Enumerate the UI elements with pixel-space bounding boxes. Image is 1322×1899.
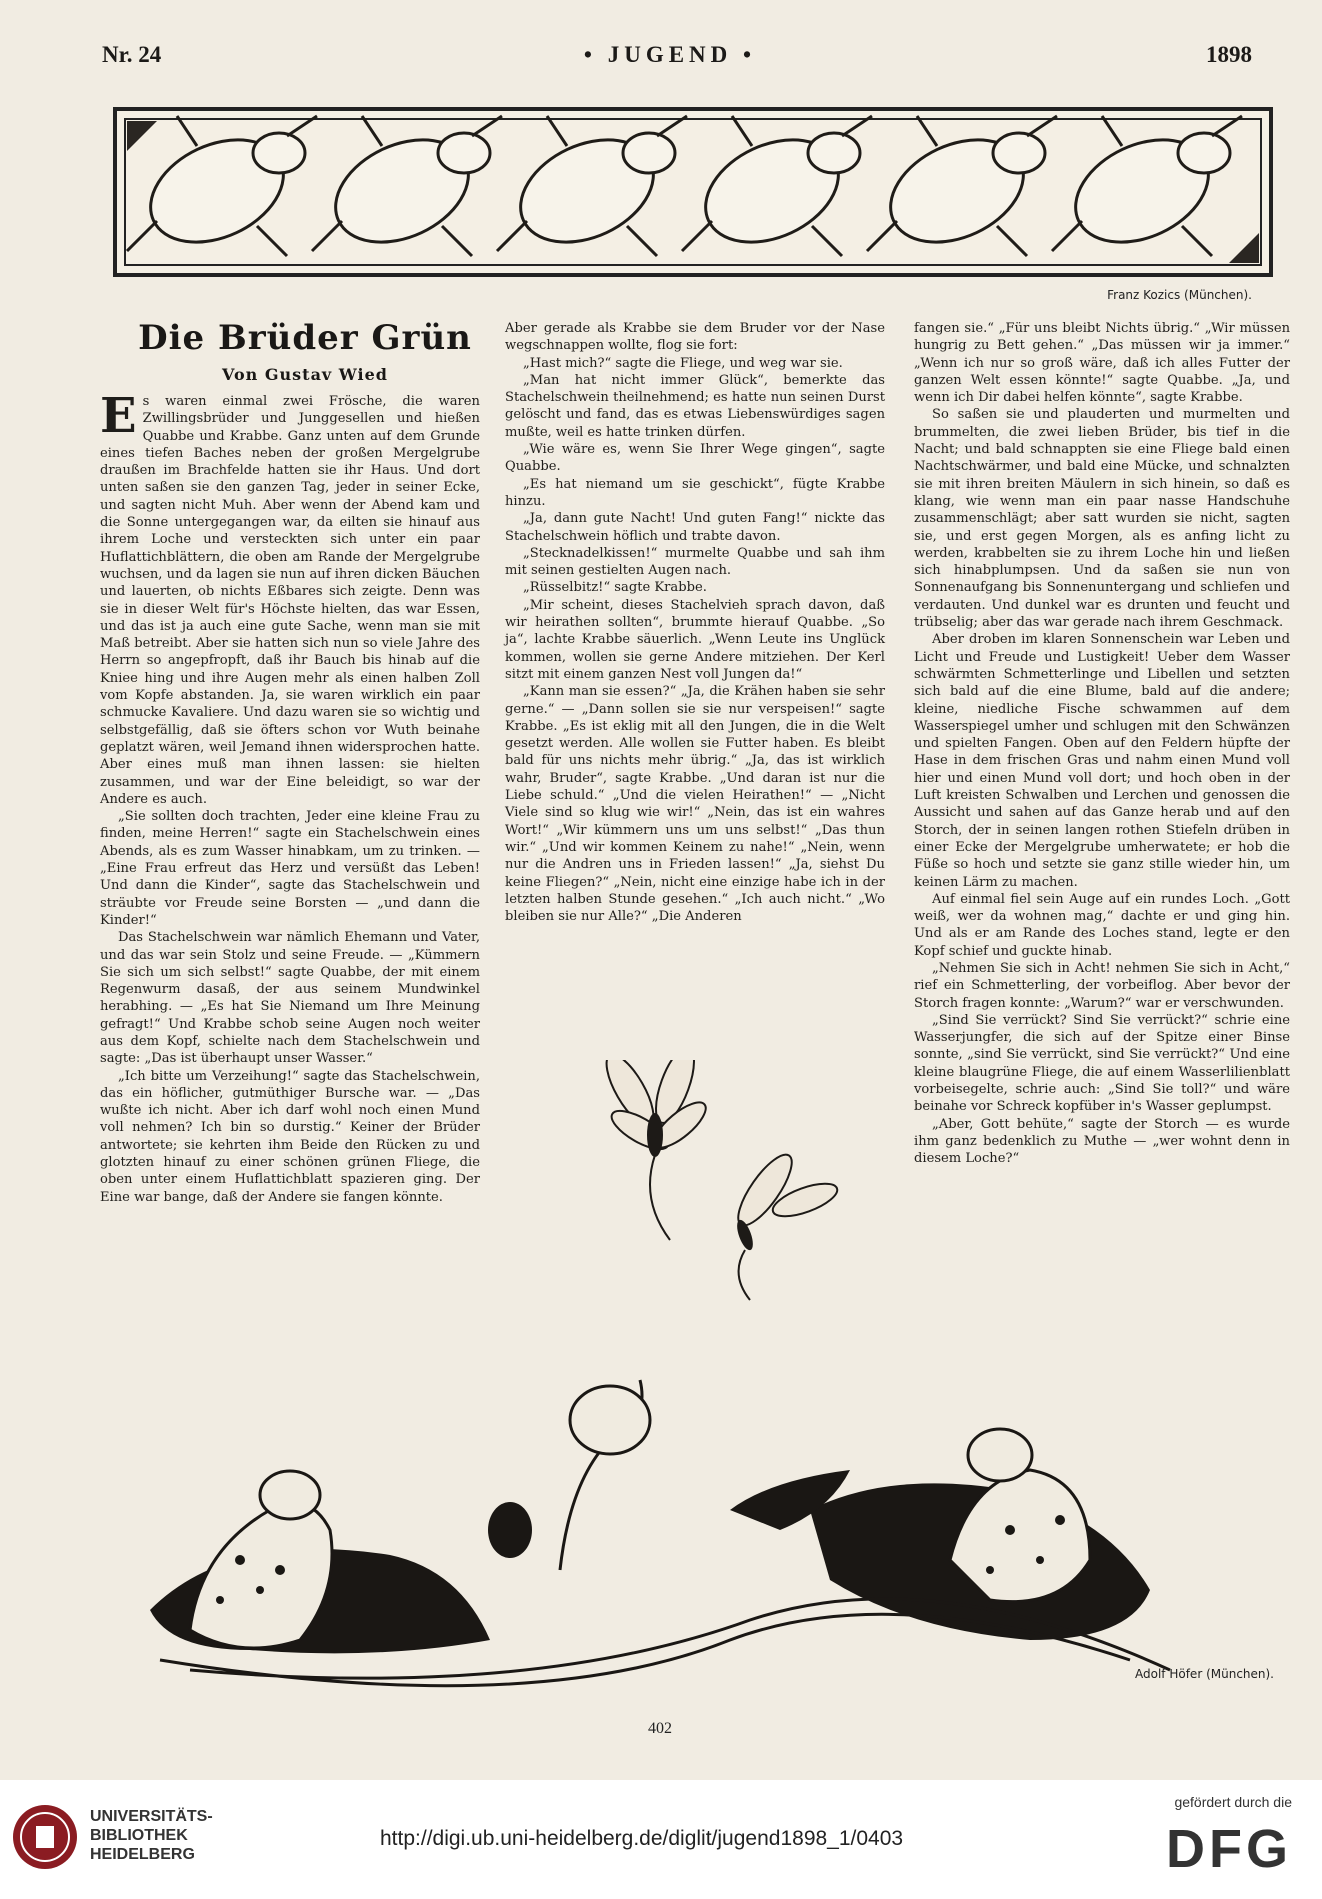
paragraph: fangen sie.“ „Für uns bleibt Nichts übrig.“ „Wir müssen hungrig zu Bett gehen.“ „Das müssen wir ja immer.“ „Wenn ich nur so groß wäre, daß ich alles Futter der ganzen Welt essen könnte!“ sagte Quabbe. „Ja, und wenn ich Dir dabei helfen könnte“, sagte Krabbe.: [914, 321, 1290, 406]
paragraph: „Ich bitte um Verzeihung!“ sagte das Stachelschwein, das ein höflicher, gutmüthiger Bursche war. — „Das wußte ich nicht. Aber ich darf wohl noch einen Mund voll nehmen? Ich bin so durstig.“ Keiner der Brüder antwortete; sie kehrten ihm Beide den Rücken zu und glotzten hinauf zu einer schönen grünen Fliege, die oben unter einem Huflattichblatt spazieren ging. Der Eine war bange, daß der Andere sie fangen könnte.: [100, 1068, 480, 1205]
paragraph: „Es hat niemand um sie geschickt“, fügte Krabbe hinzu.: [505, 476, 885, 509]
paragraph: Aber gerade als Krabbe sie dem Bruder vor der Nase wegschnappen wollte, flog sie fort:: [505, 321, 885, 354]
journal-title: • JUGEND •: [583, 42, 757, 67]
university-seal-icon: [10, 1802, 80, 1872]
paragraph: Aber droben im klaren Sonnenschein war Leben und Licht und Freude und Lustigkeit! Ueber dem Wasser schwärmten Schmetterlinge und Libellen und setzten sich bald auf die eine Blume, bald auf die andere; kleine, niedliche Fische schwammen auf dem Wasserspiegel umher und schlugen mit den Schwänzen und spielten Fangen. Oben auf den Feldern hüpfte der Hase in dem frischen Gras und nahm einen Mund voll hier und einen Mund voll dort; und hoch oben in der Luft kreisten Schwalben und Lerchen und genossen die Aussicht und sahen auf das Ganze herab und auf den Storch, der in seinen langen rothen Stiefeln drüben in einer Ecke der Mergelgrube umherwatete; er hob die Füße so hoch und setzte sie ganz stille wieder hin, um keinen Lärm zu machen.: [914, 632, 1290, 890]
paragraph: „Mir scheint, dieses Stachelvieh sprach davon, daß wir heirathen sollten“, brummte hierauf Quabbe. „So ja“, lachte Krabbe säuerlich. „Wenn Leute ins Unglück kommen, wollen sie gerne Andere mitziehen. Der Kerl sitzt mit einem ganzen Nest voll Jungen da!“: [505, 597, 885, 682]
frogs-drawing: [130, 1360, 1290, 1700]
paragraph: So saßen sie und plauderten und murmelten und brummelten, die zwei lieben Brüder, bis tief in die Nacht; und bald schnappten sie eine Fliege bald einen Nachtschwärmer, und bald eine Mücke, und schnalzten sie mit ihren breiten Mäulern in sich hinein, so daß es klang, wie wenn man ein paar nasse Handschuhe zusammenschlägt; aber satt wurden sie nicht, sagten sie, und erst gegen Morgen, als es anfing licht zu werden, krabbelten sie zu ihrem Loche hin und ließen sich hinabplumpsen. Und da saßen sie nun von Sonnenaufgang bis Sonnenuntergang und schliefen und verdauten. Und dunkel war es drunten und feucht und trübselig; aber das war gerade nach ihrem Geschmack.: [914, 407, 1290, 631]
beetle-frieze-image: [117, 111, 1269, 273]
paragraph: Das Stachelschwein war nämlich Ehemann und Vater, und das war sein Stolz und seine Freude. — „Kümmern Sie sich um sich selbst!“ sagte Quabbe, der mit einem Regenwurm dasaß, der aus seinem Mundwinkel herabhing. — „Es hat Sie Niemand um Ihre Meinung gefragt!“ Und Krabbe schob seine Augen noch weiter aus dem Kopf, schielte nach dem Stachelschwein und sagte: „Das ist überhaupt unser Wasser.“: [100, 930, 480, 1067]
funding-caption: gefördert durch die: [1174, 1794, 1292, 1810]
article-title: Die Brüder Grün: [138, 318, 472, 358]
paragraph: „Aber, Gott behüte,“ sagte der Storch — es wurde ihm ganz bedenklich zu Muthe — „wer wohnt denn in diesem Loche?“: [914, 1116, 1290, 1167]
paragraph: [100, 388, 480, 808]
institution-line: HEIDELBERG: [90, 1846, 195, 1863]
paragraph: „Man hat nicht immer Glück“, bemerkte das Stachelschwein theilnehmend; es hatte nun seinen Durst gelöscht und fand, das es etwas Liebenswürdiges sagen mußte, weil es hatte trinken dürfen.: [505, 372, 885, 440]
paragraph: „Ja, dann gute Nacht! Und guten Fang!“ nickte das Stachelschwein höflich und trabte davon.: [505, 511, 885, 544]
illustrator-credit-top: Franz Kozics (München).: [1107, 288, 1252, 302]
dfg-logo: DFG: [1166, 1819, 1292, 1879]
paragraph: „Sie sollten doch trachten, Jeder eine kleine Frau zu finden, meine Herren!“ sagte ein Stachelschwein eines Abends, als es zum Wasser hinabkam, um zu trinken. — „Eine Frau erfreut das Herz und versüßt das Leben! Und dann die Kinder“, sagte das Stachelschwein und sträubte vor Freude seine Borsten — „und dann die Kinder!“: [100, 809, 480, 928]
text-column-3: [914, 320, 1290, 1168]
text-column-1: [100, 388, 480, 1206]
article-byline: Von Gustav Wied: [222, 365, 388, 384]
digitization-url-link[interactable]: http://digi.ub.uni-heidelberg.de/diglit/jugend1898_1/0403: [380, 1827, 904, 1850]
dragonfly-illustration: [580, 1060, 840, 1320]
paragraph: „Rüsselbitz!“ sagte Krabbe.: [523, 580, 707, 596]
text-column-2: [505, 320, 885, 925]
year: 1898: [1206, 42, 1252, 67]
paragraph: „Hast mich?“ sagte die Fliege, und weg war sie.: [523, 355, 843, 371]
drop-cap: E: [100, 388, 137, 444]
paragraph: „Kann man sie essen?“ „Ja, die Krähen haben sie sehr gerne.“ — „Dann sollen sie sie nur verspeisen!“ sagte Krabbe. „Es ist eklig mit all den Jungen, die in die Welt gesetzt werden. Alle wollen sie Futter haben. Es bleibt bald für uns nichts mehr übrig.“ „Ja, das ist wirklich wahr, Bruder“, sagte Krabbe. „Und daran ist nur die Liebe schuld.“ „Und die vielen Heirathen!“ — „Nicht Viele sind so klug wie wir!“ „Nein, das ist ein wahres Wort!“ „Wir kümmern uns um uns selbst!“ „Das thun wir.“ „Und wir kommen Keinem zu nahe!“ „Nein, wenn nur die Andren uns in Frieden lassen!“ „Ja, siehst Du keine Fliegen?“ „Nein, nicht eine einzige habe ich in der letzten halben Stunde gesehen.“ „Ich auch nicht.“ „Wo bleiben sie nur Alle?“ „Die Anderen: [505, 684, 885, 925]
frogs-lilypad-illustration: [130, 1360, 1290, 1700]
paragraph: Auf einmal fiel sein Auge auf ein rundes Loch. „Gott weiß, wer da wohnen mag,“ dachte er und ging hin. Und als er am Rande des Loches stand, legte er den Kopf schief und guckte hinab.: [914, 891, 1290, 959]
beetle-banner-illustration: [113, 107, 1273, 277]
institution-line: BIBLIOTHEK: [90, 1827, 188, 1844]
paragraph: „Sind Sie verrückt? Sind Sie verrückt?“ schrie eine Wasserjungfer, die sich auf der Spitze einer Binse sonnte, „sind Sie verrückt, sind Sie verrückt?“ Und eine kleine blaugrüne Fliege, die auf einem Wasserlilienblatt vorbeisegelte, schrie auch: „Sind Sie toll?“ und wäre beinahe vor Schreck kopfüber in's Wasser geplumpst.: [914, 1012, 1290, 1115]
page-number: 402: [648, 1720, 672, 1737]
dragonfly-drawing: [580, 1060, 840, 1320]
paragraph-text: s waren einmal zwei Frösche, die waren Zwillingsbrüder und Junggesellen und hießen Quabbe und Krabbe. Ganz unten auf dem Grunde eines tiefen Baches neben der großen Mergelgrube draußen im Brachfelde hatten sie ihr Haus. Und dort unten saßen sie den ganzen Tag, jeder in seiner Ecke, und sagten nicht Muh. Aber wenn der Abend kam und die Sonne untergegangen war, da eilten sie hinauf aus ihrem Loche und versteckten sich unter ein paar Huflattichblättern, die oben am Rande der Mergelgrube wuchsen, und da lagen sie nun auf ihren dicken Bäuchen und lauerten, ob nichts Eßbares sich zeigte. Denn was sie in dieser Welt für's Höchste hielten, das war Essen, und das ist ja auch eine gute Sache, wenn man sie mit Maß betreibt. Aber sie hatten sich nun so viele Jahre des Herrn so angepfropft, daß ihr Bauch bis hinab auf die Kniee hing und ihre Augen mehr als einen halben Zoll vom Kopfe abstanden. Ja, sie waren wirklich ein paar schmucke Kavaliere. Und dazu waren sie so wichtig und selbstgefällig, daß sie öfters schon vor Wuth beinahe geplatzt wären, weil Jemand ihnen widersprochen hatte. Aber eines muß man ihnen lassen: sie hielten zusammen, und war der Eine beleidigt, so war der Andere es auch.: [100, 394, 480, 807]
institution-name: [90, 1807, 213, 1864]
paragraph: „Nehmen Sie sich in Acht! nehmen Sie sich in Acht,“ rief ein Schmetterling, der vorbeiflog. Aber bevor der Storch fragen konnte: „Warum?“ war er verschwunden.: [914, 960, 1290, 1011]
illustrator-credit-bottom: Adolf Höfer (München).: [1135, 1667, 1274, 1681]
paragraph: „Wie wäre es, wenn Sie Ihrer Wege gingen“, sagte Quabbe.: [505, 442, 885, 475]
seal-drawing: [10, 1802, 80, 1872]
paragraph: „Stecknadelkissen!“ murmelte Quabbe und sah ihm mit seinen gestielten Augen nach.: [505, 545, 885, 579]
digitization-footer: [0, 1780, 1322, 1899]
issue-number: Nr. 24: [102, 42, 162, 67]
institution-line: UNIVERSITÄTS-: [90, 1808, 213, 1825]
